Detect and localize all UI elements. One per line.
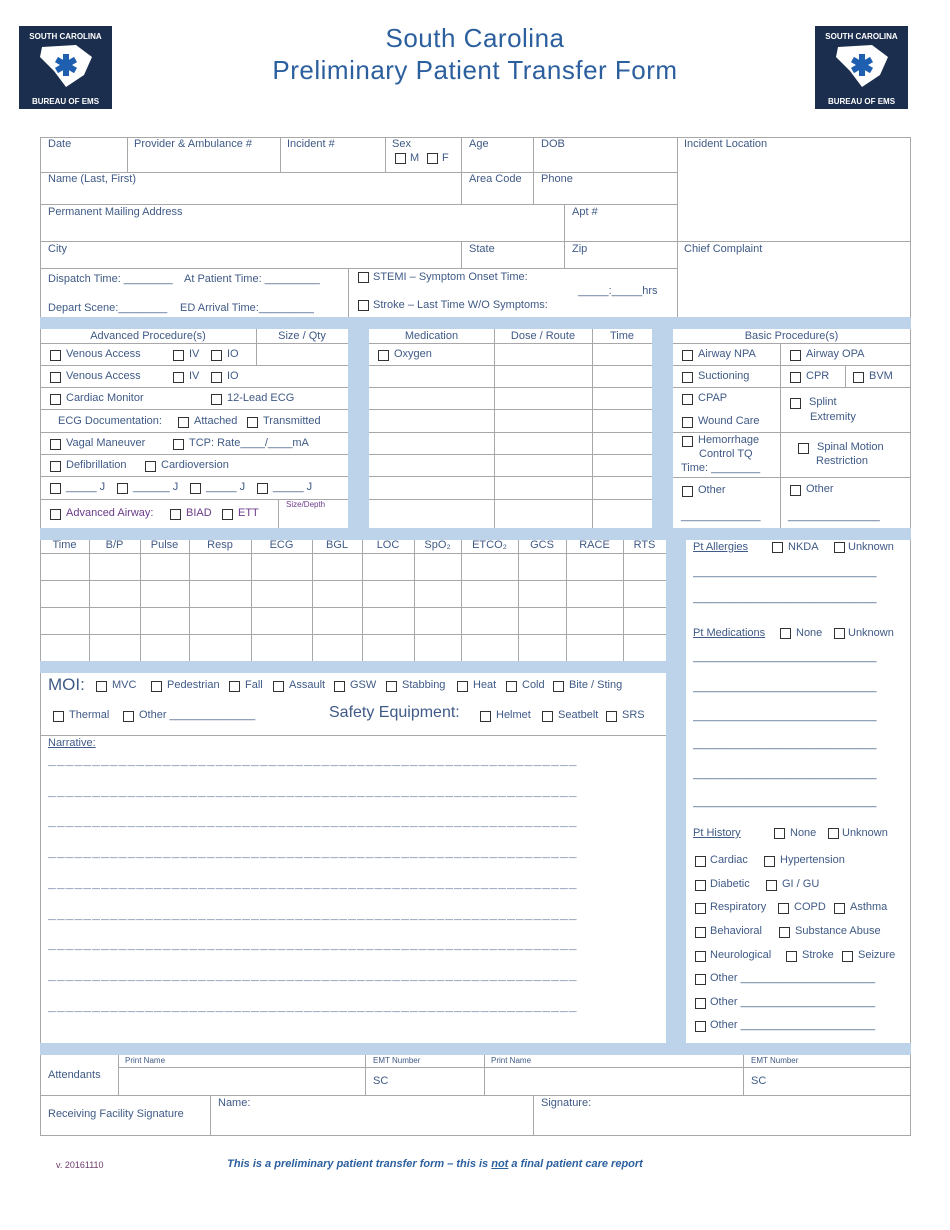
ecg-attached-checkbox[interactable]: [178, 417, 189, 428]
area-code-field[interactable]: Area Code: [469, 173, 522, 185]
logo-bottom-text: BUREAU OF EMS: [31, 97, 100, 106]
iv-1-checkbox[interactable]: [173, 350, 184, 361]
iv-2-label: IV: [189, 370, 200, 382]
dose-route-header: Dose / Route: [510, 330, 576, 342]
moi-heat-label: Heat: [473, 679, 497, 691]
ecg-attached-label: Attached: [194, 415, 238, 427]
vitals-header-cell: ETCO₂: [472, 539, 507, 551]
joules-1-checkbox[interactable]: [50, 483, 61, 494]
history-unknown-checkbox[interactable]: [828, 828, 839, 839]
biad-label: BIAD: [186, 507, 212, 519]
moi-cold-checkbox[interactable]: [506, 681, 517, 692]
basic-procedures-header: Basic Procedure(s): [744, 330, 839, 342]
vitals-header-cell: BGL: [325, 539, 348, 551]
moi-assault-checkbox[interactable]: [273, 681, 284, 692]
moi-label: MOI:: [48, 675, 85, 694]
history-other-2-field[interactable]: Other ______________________: [710, 996, 876, 1008]
history-seizure-label: Seizure: [858, 949, 896, 961]
receiving-signature-field[interactable]: Signature:: [541, 1097, 592, 1109]
history-diabetic-label: Diabetic: [710, 878, 750, 890]
history-unknown-label: Unknown: [842, 827, 888, 839]
vitals-header-cell: Pulse: [150, 539, 179, 551]
venous-access-2-label: Venous Access: [66, 370, 141, 382]
moi-gsw-checkbox[interactable]: [334, 681, 345, 692]
history-gigu-checkbox[interactable]: [766, 880, 777, 891]
chief-complaint-field[interactable]: Chief Complaint: [684, 243, 763, 255]
history-other-1-field[interactable]: Other ______________________: [710, 972, 876, 984]
footer-note: [0, 1158, 870, 1170]
apt-field[interactable]: Apt #: [572, 206, 598, 218]
moi-pedestrian-checkbox[interactable]: [151, 681, 162, 692]
iv-1-label: IV: [189, 348, 200, 360]
joules-2-checkbox[interactable]: [117, 483, 128, 494]
moi-fall-checkbox[interactable]: [229, 681, 240, 692]
cardiac-monitor-label: Cardiac Monitor: [66, 392, 144, 404]
moi-bite-label: Bite / Sting: [569, 679, 623, 691]
narrative-line[interactable]: ____________________________________________________________: [48, 752, 578, 767]
vitals-header-cell: B/P: [105, 539, 124, 551]
medication-header: Medication: [404, 330, 459, 342]
joules-3-checkbox[interactable]: [190, 483, 201, 494]
title-line-2: Preliminary Patient Transfer Form: [272, 55, 678, 85]
moi-pedestrian-label: Pedestrian: [167, 679, 220, 691]
spinal-motion-checkbox[interactable]: [798, 443, 809, 454]
age-field[interactable]: Age: [469, 138, 489, 150]
medications-none-label: None: [796, 627, 823, 639]
tq-time-field[interactable]: Time: ________: [681, 462, 761, 474]
right-blank-line[interactable]: ______________________________: [693, 796, 877, 808]
logo-top-text: SOUTH CAROLINA: [825, 32, 898, 41]
history-other-3-field[interactable]: Other ______________________: [710, 1019, 876, 1031]
attendants-label: Attendants: [48, 1069, 101, 1081]
venous-access-1-checkbox[interactable]: [50, 350, 61, 361]
emt-number-2-field[interactable]: SC: [751, 1075, 767, 1087]
joules-2-field[interactable]: ______ J: [133, 481, 179, 493]
moi-stabbing-label: Stabbing: [402, 679, 446, 691]
history-other-1-checkbox[interactable]: [695, 974, 706, 985]
moi-cold-label: Cold: [522, 679, 545, 691]
history-neurological-label: Neurological: [710, 949, 772, 961]
moi-heat-checkbox[interactable]: [457, 681, 468, 692]
history-asthma-checkbox[interactable]: [834, 903, 845, 914]
defibrillation-checkbox[interactable]: [50, 461, 61, 472]
receiving-facility-label: Receiving Facility Signature: [48, 1108, 184, 1120]
joules-3-field[interactable]: _____ J: [206, 481, 246, 493]
vitals-header-cell: RACE: [579, 539, 610, 551]
stroke-label: Stroke – Last Time W/O Symptoms:: [373, 299, 548, 311]
wound-care-checkbox[interactable]: [682, 417, 693, 428]
basic-other-1-label: Other: [698, 484, 726, 496]
narrative-line[interactable]: ____________________________________________________________: [48, 813, 578, 829]
wound-care-label: Wound Care: [698, 415, 760, 427]
narrative-line[interactable]: ____________________________________________________________: [48, 782, 578, 798]
ecg-transmitted-label: Transmitted: [263, 415, 321, 427]
joules-4-checkbox[interactable]: [257, 483, 268, 494]
history-behavioral-label: Behavioral: [710, 925, 762, 937]
extremity-label: Extremity: [810, 411, 856, 423]
right-blank-line[interactable]: ______________________________: [693, 651, 877, 663]
basic-other-2-field[interactable]: _______________: [788, 510, 880, 522]
address-field[interactable]: Permanent Mailing Address: [48, 206, 183, 218]
page-title: [0, 22, 950, 86]
onset-hrs-field[interactable]: _____:_____hrs: [578, 285, 658, 297]
splint-label: Splint: [809, 396, 837, 408]
right-blank-line[interactable]: ______________________________: [693, 710, 877, 722]
moi-mvc-label: MVC: [112, 679, 137, 691]
allergies-unknown-label: Unknown: [848, 541, 894, 553]
history-other-2-checkbox[interactable]: [695, 998, 706, 1009]
vitals-header-cell: ECG: [269, 539, 294, 551]
venous-access-2-checkbox[interactable]: [50, 372, 61, 383]
restriction-label: Restriction: [816, 455, 868, 467]
history-stroke-checkbox[interactable]: [786, 951, 797, 962]
history-none-label: None: [790, 827, 817, 839]
footer-note-post: a final patient care report: [508, 1158, 643, 1170]
history-respiratory-checkbox[interactable]: [695, 903, 706, 914]
incident-number-field[interactable]: Incident #: [287, 138, 335, 150]
moi-gsw-label: GSW: [350, 679, 377, 691]
depart-scene-field[interactable]: Depart Scene:________: [48, 302, 168, 314]
airway-opa-label: Airway OPA: [806, 348, 865, 360]
version-label: v. 20161110: [56, 1160, 104, 1170]
safety-helmet-checkbox[interactable]: [480, 711, 491, 722]
zip-field[interactable]: Zip: [572, 243, 588, 255]
moi-thermal-checkbox[interactable]: [53, 711, 64, 722]
city-field[interactable]: City: [48, 243, 67, 255]
lead12-checkbox[interactable]: [211, 394, 222, 405]
narrative-line[interactable]: ____________________________________________________________: [48, 936, 578, 952]
ett-checkbox[interactable]: [222, 509, 233, 520]
basic-other-2-checkbox[interactable]: [790, 485, 801, 496]
med-time-header: Time: [609, 330, 635, 342]
suctioning-label: Suctioning: [698, 370, 750, 382]
history-respiratory-label: Respiratory: [710, 901, 767, 913]
footer-note-not: not: [491, 1158, 509, 1170]
control-tq-label: Control TQ: [699, 448, 753, 460]
narrative-line[interactable]: ____________________________________________________________: [48, 966, 578, 982]
stemi-label: STEMI – Symptom Onset Time:: [373, 271, 528, 283]
narrative-line[interactable]: ____________________________________________________________: [48, 844, 578, 860]
vitals-header-cell: SpO₂: [424, 539, 451, 551]
print-name-1-field[interactable]: [125, 1070, 360, 1092]
io-1-checkbox[interactable]: [211, 350, 222, 361]
airway-npa-label: Airway NPA: [698, 348, 756, 360]
vagal-maneuver-label: Vagal Maneuver: [66, 437, 146, 449]
medications-none-checkbox[interactable]: [780, 628, 791, 639]
nkda-checkbox[interactable]: [772, 542, 783, 553]
emt-number-1-field[interactable]: SC: [373, 1075, 389, 1087]
history-stroke-label: Stroke: [802, 949, 834, 961]
basic-other-1-checkbox[interactable]: [682, 486, 693, 497]
airway-opa-checkbox[interactable]: [790, 350, 801, 361]
sex-female-label: F: [442, 152, 449, 164]
state-field[interactable]: State: [469, 243, 495, 255]
splint-checkbox[interactable]: [790, 398, 801, 409]
safety-seatbelt-label: Seatbelt: [558, 709, 599, 721]
vitals-header-cell: LOC: [376, 539, 400, 551]
moi-other-field[interactable]: Other ______________: [139, 709, 256, 721]
print-name-2-label: Print Name: [491, 1056, 532, 1065]
spinal-motion-label: Spinal Motion: [817, 441, 884, 453]
history-copd-label: COPD: [794, 901, 826, 913]
basic-other-2-label: Other: [806, 483, 834, 495]
title-line-1: South Carolina: [385, 23, 565, 53]
tcp-checkbox[interactable]: [173, 439, 184, 450]
narrative-line[interactable]: ____________________________________________________________: [48, 905, 578, 921]
incident-location-field[interactable]: Incident Location: [684, 138, 768, 150]
ed-arrival-field[interactable]: ED Arrival Time:_________: [180, 302, 314, 314]
vitals-header-cell: Resp: [207, 539, 233, 551]
narrative-line[interactable]: ____________________________________________________________: [48, 874, 578, 890]
stroke-checkbox[interactable]: [358, 300, 369, 311]
airway-npa-checkbox[interactable]: [682, 350, 693, 361]
lead12-label: 12-Lead ECG: [227, 392, 295, 404]
allergies-unknown-checkbox[interactable]: [834, 542, 845, 553]
print-name-2-field[interactable]: [491, 1070, 736, 1092]
footer-note-pre: This is a preliminary patient transfer form – this is: [227, 1158, 492, 1170]
suctioning-checkbox[interactable]: [682, 372, 693, 383]
vitals-header-cell: GCS: [530, 539, 554, 551]
tcp-label: TCP: Rate____/____mA: [189, 437, 309, 449]
history-substance-label: Substance Abuse: [795, 925, 881, 937]
history-asthma-label: Asthma: [850, 901, 888, 913]
history-cardiac-checkbox[interactable]: [695, 856, 706, 867]
emt-number-2-label: EMT Number: [751, 1056, 799, 1065]
size-qty-header: Size / Qty: [278, 330, 326, 342]
right-blank-line[interactable]: ______________________________: [693, 768, 877, 780]
right-blank-line[interactable]: ______________________________: [693, 738, 877, 750]
pt-history-label: Pt History: [693, 827, 741, 839]
iv-2-checkbox[interactable]: [173, 372, 184, 383]
history-seizure-checkbox[interactable]: [842, 951, 853, 962]
sex-male-label: M: [410, 152, 420, 164]
history-copd-checkbox[interactable]: [778, 903, 789, 914]
provider-field[interactable]: Provider & Ambulance #: [134, 138, 253, 150]
joules-4-field[interactable]: _____ J: [273, 481, 313, 493]
right-blank-line[interactable]: ______________________________: [693, 566, 877, 578]
history-gigu-label: GI / GU: [782, 878, 820, 890]
safety-srs-label: SRS: [622, 709, 645, 721]
cpap-checkbox[interactable]: [682, 394, 693, 405]
dispatch-time-field[interactable]: Dispatch Time: ________: [48, 273, 173, 285]
nkda-label: NKDA: [788, 541, 819, 553]
cpr-label: CPR: [806, 370, 830, 382]
moi-mvc-checkbox[interactable]: [96, 681, 107, 692]
print-name-1-label: Print Name: [125, 1056, 166, 1065]
narrative-line[interactable]: ____________________________________________________________: [48, 997, 578, 1013]
logo-top-text: SOUTH CAROLINA: [29, 32, 102, 41]
emt-number-1-label: EMT Number: [373, 1056, 421, 1065]
history-behavioral-checkbox[interactable]: [695, 927, 706, 938]
medications-unknown-checkbox[interactable]: [834, 628, 845, 639]
stemi-checkbox[interactable]: [358, 272, 369, 283]
hemorrhage-control-checkbox[interactable]: [682, 436, 693, 447]
advanced-airway-checkbox[interactable]: [50, 509, 61, 520]
cardioversion-label: Cardioversion: [161, 459, 229, 471]
oxygen-label: Oxygen: [394, 348, 432, 360]
oxygen-checkbox[interactable]: [378, 350, 389, 361]
moi-other-checkbox[interactable]: [123, 711, 134, 722]
history-hypertension-checkbox[interactable]: [764, 856, 775, 867]
basic-other-1-field[interactable]: _____________: [681, 510, 761, 522]
safety-srs-checkbox[interactable]: [606, 711, 617, 722]
sex-male-checkbox[interactable]: [395, 153, 406, 164]
moi-thermal-label: Thermal: [69, 709, 110, 721]
advanced-airway-label: Advanced Airway:: [66, 507, 154, 519]
pt-allergies-label: Pt Allergies: [693, 541, 749, 553]
cardiac-monitor-checkbox[interactable]: [50, 394, 61, 405]
phone-field[interactable]: Phone: [541, 173, 573, 185]
history-other-3-checkbox[interactable]: [695, 1021, 706, 1032]
size-depth-label: Size/Depth: [286, 500, 326, 509]
moi-fall-label: Fall: [245, 679, 263, 691]
safety-seatbelt-checkbox[interactable]: [542, 711, 553, 722]
receiving-name-field[interactable]: Name:: [218, 1097, 251, 1109]
cardioversion-checkbox[interactable]: [145, 461, 156, 472]
history-cardiac-label: Cardiac: [710, 854, 748, 866]
biad-checkbox[interactable]: [170, 509, 181, 520]
right-blank-line[interactable]: ______________________________: [693, 681, 877, 693]
moi-assault-label: Assault: [289, 679, 326, 691]
logo-bottom-text: BUREAU OF EMS: [827, 97, 896, 106]
io-2-checkbox[interactable]: [211, 372, 222, 383]
history-none-checkbox[interactable]: [774, 828, 785, 839]
cpr-checkbox[interactable]: [790, 372, 801, 383]
bvm-checkbox[interactable]: [853, 372, 864, 383]
dob-field[interactable]: DOB: [541, 138, 565, 150]
moi-stabbing-checkbox[interactable]: [386, 681, 397, 692]
history-substance-checkbox[interactable]: [779, 927, 790, 938]
narrative-label: Narrative:: [48, 737, 96, 749]
defibrillation-label: Defibrillation: [66, 459, 127, 471]
vitals-header-cell: Time: [52, 539, 77, 551]
ecg-transmitted-checkbox[interactable]: [247, 417, 258, 428]
pt-medications-label: Pt Medications: [693, 627, 766, 639]
bvm-label: BVM: [869, 370, 893, 382]
ecg-documentation-label: ECG Documentation:: [58, 415, 162, 427]
joules-1-field[interactable]: _____ J: [66, 481, 106, 493]
history-diabetic-checkbox[interactable]: [695, 880, 706, 891]
sex-label: Sex: [392, 138, 411, 150]
io-2-label: IO: [227, 370, 239, 382]
vitals-header-cell: RTS: [633, 539, 656, 551]
date-field[interactable]: Date: [48, 138, 72, 150]
history-hypertension-label: Hypertension: [780, 854, 845, 866]
safety-helmet-label: Helmet: [496, 709, 531, 721]
name-field[interactable]: Name (Last, First): [48, 173, 137, 185]
moi-bite-checkbox[interactable]: [553, 681, 564, 692]
advanced-procedures-header: Advanced Procedure(s): [90, 330, 206, 342]
safety-equipment-label: Safety Equipment:: [329, 704, 460, 721]
right-blank-line[interactable]: ______________________________: [693, 592, 877, 604]
ett-label: ETT: [238, 507, 259, 519]
history-neurological-checkbox[interactable]: [695, 951, 706, 962]
sex-female-checkbox[interactable]: [427, 153, 438, 164]
cpap-label: CPAP: [698, 392, 728, 404]
io-1-label: IO: [227, 348, 239, 360]
hemorrhage-label: Hemorrhage: [698, 434, 760, 446]
at-patient-time-field[interactable]: At Patient Time: _________: [184, 273, 320, 285]
vagal-maneuver-checkbox[interactable]: [50, 439, 61, 450]
medications-unknown-label: Unknown: [848, 627, 894, 639]
venous-access-1-label: Venous Access: [66, 348, 141, 360]
